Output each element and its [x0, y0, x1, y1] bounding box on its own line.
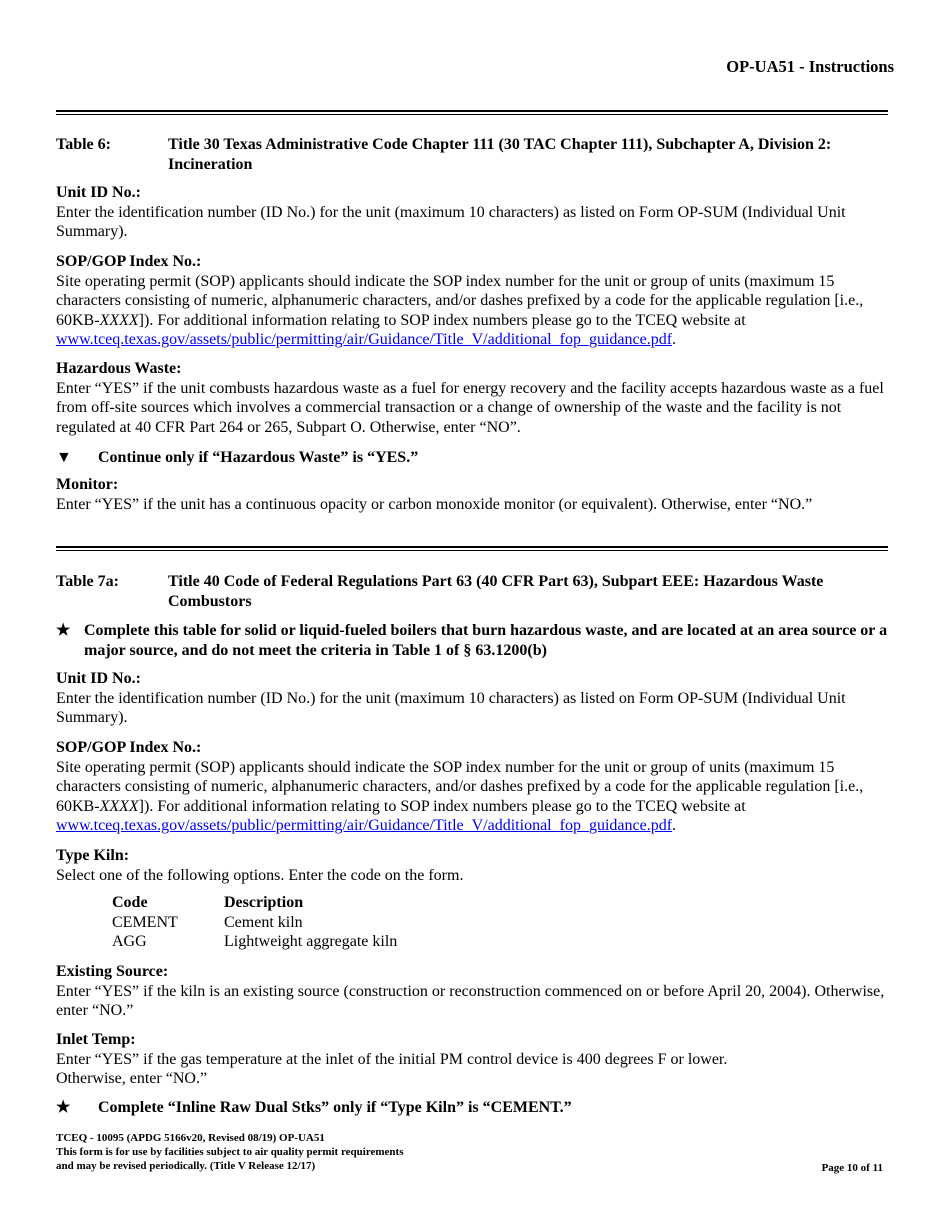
field-label: Monitor:	[56, 476, 119, 493]
continue-note	[56, 448, 888, 468]
code-value: AGG	[112, 933, 147, 951]
page-number: Page 10 of 11	[821, 1162, 883, 1174]
code-table-row	[112, 913, 397, 933]
note-text: Complete this table for solid or liquid-fueled boilers that burn hazardous waste, and are located at an area source or a major source, and do not meet the criteria in Table 1 of § 63.1200(b)	[84, 622, 888, 659]
section-divider	[56, 546, 888, 551]
down-triangle-icon: ▼	[56, 449, 72, 466]
table-7a-heading	[56, 572, 888, 611]
footer-usage-note: This form is for use by facilities subject to air quality permit requirements	[56, 1146, 404, 1158]
field-label: Existing Source:	[56, 963, 169, 980]
code-table-row	[112, 932, 397, 952]
table-6-heading	[56, 135, 888, 174]
star-icon: ★	[56, 1099, 71, 1116]
star-icon: ★	[56, 622, 71, 639]
field-description: Enter “YES” if the unit combusts hazardous waste as a fuel for energy recovery and the facility accepts hazardous waste as a fuel from off-site sources which involves a commercial transaction or a change of ownership of the waste and the facility is not regulated at 40 CFR Part 264 or 265, Subpart O. Otherwise, enter “NO”.	[56, 379, 884, 436]
complete-table-note	[56, 621, 888, 660]
field-description: Enter “YES” if the gas temperature at the inlet of the initial PM control device is 400 degrees F or lower.	[56, 1050, 728, 1068]
kiln-code-table	[112, 893, 397, 952]
field-description: Site operating permit (SOP) applicants should indicate the SOP index number for the unit or group of units (maximum 15 characters consisting of numeric, alphanumeric characters, and/or dashes prefixed by a code for the applicable regulation [i.e., 60KB-XXXX]). For additional information relating to SOP index numbers please go to the TCEQ website at www.tceq.texas.gov/assets/public/permitting/air/Guidance/Title_V/additional_fop_guidance.pdf.	[56, 272, 864, 349]
description-header: Description	[224, 894, 304, 911]
code-header: Code	[112, 894, 148, 911]
table-number: Table 6:	[56, 136, 111, 153]
footer-revision-note: and may be revised periodically. (Title V Release 12/17)	[56, 1160, 316, 1172]
field-label: SOP/GOP Index No.:	[56, 739, 202, 756]
section-divider	[56, 110, 888, 115]
table-title: Title 30 Texas Administrative Code Chapter 111 (30 TAC Chapter 111), Subchapter A, Division 2: Incineration	[168, 136, 832, 173]
field-label: Hazardous Waste:	[56, 360, 182, 377]
hazardous-waste-section	[56, 359, 888, 437]
field-label: Type Kiln:	[56, 847, 130, 864]
sop-index-section	[56, 738, 888, 836]
type-kiln-section	[56, 846, 888, 885]
monitor-section	[56, 475, 888, 514]
unit-id-section	[56, 183, 888, 242]
field-description: Select one of the following options. Enter the code on the form.	[56, 866, 464, 884]
field-label: Unit ID No.:	[56, 184, 141, 201]
code-description: Lightweight aggregate kiln	[224, 933, 398, 951]
field-description: Enter the identification number (ID No.) for the unit (maximum 10 characters) as listed on Form OP-SUM (Individual Unit Summary).	[56, 689, 846, 727]
note-text: Continue only if “Hazardous Waste” is “YES.”	[98, 449, 419, 466]
guidance-link[interactable]: www.tceq.texas.gov/assets/public/permitting/air/Guidance/Title_V/additional_fop_guidance.pdf	[56, 817, 673, 835]
unit-id-section	[56, 669, 888, 728]
footer-form-id: TCEQ - 10095 (APDG 5166v20, Revised 08/19) OP-UA51	[56, 1132, 325, 1144]
field-label: Unit ID No.:	[56, 670, 141, 687]
note-text: Complete “Inline Raw Dual Stks” only if “Type Kiln” is “CEMENT.”	[98, 1099, 572, 1116]
code-description: Cement kiln	[224, 913, 303, 931]
sop-index-section	[56, 252, 888, 350]
existing-source-section	[56, 962, 888, 1021]
code-table-header	[112, 893, 397, 913]
guidance-link[interactable]: www.tceq.texas.gov/assets/public/permitting/air/Guidance/Title_V/additional_fop_guidance.pdf	[56, 331, 673, 349]
inlet-temp-section	[56, 1030, 888, 1089]
code-value: CEMENT	[112, 913, 178, 931]
page-header-title: OP-UA51 - Instructions	[726, 57, 894, 76]
field-description: Enter the identification number (ID No.) for the unit (maximum 10 characters) as listed on Form OP-SUM (Individual Unit Summary).	[56, 203, 846, 241]
inline-raw-note	[56, 1098, 888, 1118]
field-label: SOP/GOP Index No.:	[56, 253, 202, 270]
field-description: Site operating permit (SOP) applicants should indicate the SOP index number for the unit or group of units (maximum 15 characters consisting of numeric, alphanumeric characters, and/or dashes prefixed by a code for the applicable regulation [i.e., 60KB-XXXX]). For additional information relating to SOP index numbers please go to the TCEQ website at www.tceq.texas.gov/assets/public/permitting/air/Guidance/Title_V/additional_fop_guidance.pdf.	[56, 758, 864, 835]
field-label: Inlet Temp:	[56, 1031, 136, 1048]
field-description: Enter “YES” if the unit has a continuous opacity or carbon monoxide monitor (or equivalent). Otherwise, enter “NO.”	[56, 495, 813, 513]
page-footer	[56, 1131, 404, 1173]
field-description: Enter “YES” if the kiln is an existing source (construction or reconstruction commenced on or before April 20, 2004). Otherwise, enter “NO.”	[56, 982, 885, 1020]
table-number: Table 7a:	[56, 573, 119, 590]
field-description: Otherwise, enter “NO.”	[56, 1070, 208, 1088]
table-title: Title 40 Code of Federal Regulations Part 63 (40 CFR Part 63), Subpart EEE: Hazardous Waste Combustors	[168, 573, 824, 610]
